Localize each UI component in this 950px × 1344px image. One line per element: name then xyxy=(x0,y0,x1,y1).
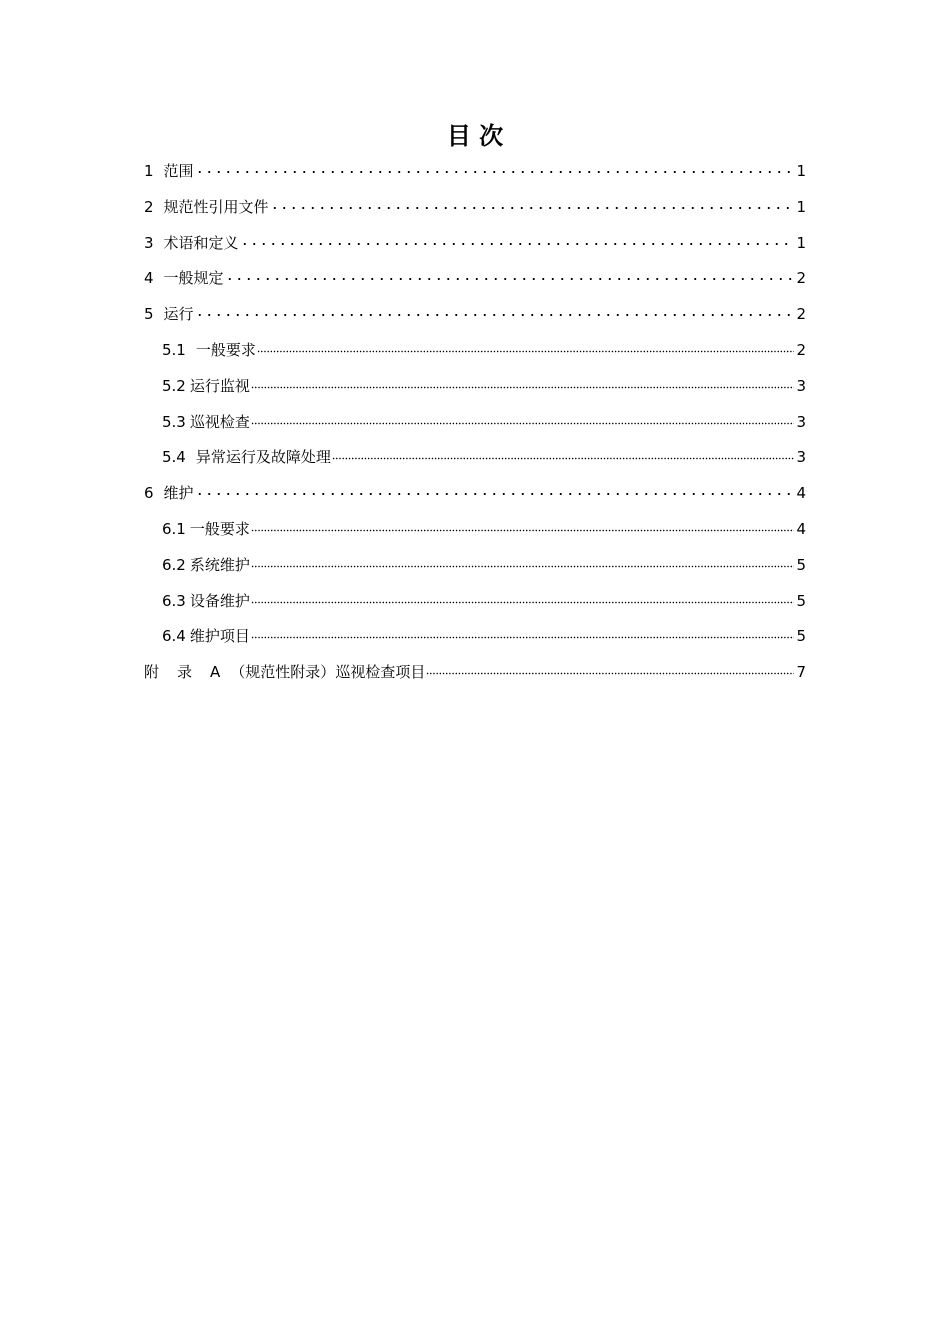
toc-entry-number: 5.4 xyxy=(162,448,186,467)
toc-entry-text: 一般规定 xyxy=(163,269,224,288)
dot-leader xyxy=(195,161,795,176)
appendix-letter: A xyxy=(210,663,221,682)
toc-entry-page: 2 xyxy=(796,269,806,288)
toc-entry-label xyxy=(162,619,250,655)
toc-entry-label xyxy=(144,297,194,333)
dot-leader xyxy=(195,483,795,498)
toc-entry-label xyxy=(144,226,239,262)
toc-entry-text: 维护项目 xyxy=(189,627,250,646)
toc-entry-appendix-a[interactable] xyxy=(144,655,806,691)
dot-leader xyxy=(257,340,795,355)
toc-entry-6-2[interactable] xyxy=(144,548,806,584)
toc-entry-page: 5 xyxy=(796,555,806,574)
toc-entry-label xyxy=(162,405,250,441)
toc-entry-label xyxy=(162,584,250,620)
toc-entry-4[interactable] xyxy=(144,261,806,297)
dot-leader xyxy=(426,662,794,677)
dot-leader xyxy=(251,555,795,570)
toc-entry-number: 5.1 xyxy=(162,340,186,359)
appendix-note: （规范性附录） xyxy=(230,663,336,682)
toc-entry-label xyxy=(162,333,256,369)
toc-entry-6-4[interactable] xyxy=(144,619,806,655)
toc-entry-number: 5 xyxy=(144,305,154,324)
toc-entry-page: 2 xyxy=(796,340,806,359)
toc-entry-page: 3 xyxy=(796,376,806,395)
toc-entry-page: 1 xyxy=(796,233,806,252)
toc-entry-label xyxy=(144,476,194,512)
dot-leader xyxy=(195,304,795,319)
toc-entry-text: 系统维护 xyxy=(189,555,250,574)
toc-entry-text: 维护 xyxy=(163,484,194,503)
toc-entry-number: 6.1 xyxy=(162,519,186,538)
toc-entry-text: 设备维护 xyxy=(189,591,250,610)
toc-entry-5[interactable] xyxy=(144,297,806,333)
table-of-contents xyxy=(144,154,806,691)
toc-entry-text: 异常运行及故障处理 xyxy=(195,448,331,467)
toc-entry-number: 3 xyxy=(144,233,154,252)
toc-entry-text: 规范性引用文件 xyxy=(163,197,269,216)
toc-entry-number: 5.2 xyxy=(162,376,186,395)
appendix-word-1: 附 xyxy=(144,663,160,682)
toc-entry-label xyxy=(144,190,269,226)
toc-entry-number: 6 xyxy=(144,484,154,503)
toc-entry-number: 5.3 xyxy=(162,412,186,431)
toc-entry-page: 1 xyxy=(796,162,806,180)
toc-entry-text: 术语和定义 xyxy=(163,233,239,252)
toc-entry-page: 7 xyxy=(796,663,806,682)
appendix-title: 巡视检查项目 xyxy=(335,663,426,682)
toc-entry-text: 运行 xyxy=(163,305,194,324)
toc-entry-number: 6.3 xyxy=(162,591,186,610)
toc-entry-label xyxy=(162,548,250,584)
toc-entry-page: 3 xyxy=(796,448,806,467)
toc-entry-1[interactable] xyxy=(144,154,806,190)
dot-leader xyxy=(251,519,795,534)
toc-entry-page: 4 xyxy=(796,519,806,538)
toc-entry-5-1[interactable] xyxy=(144,333,806,369)
toc-entry-label xyxy=(144,154,194,190)
toc-entry-page: 5 xyxy=(796,591,806,610)
toc-entry-page: 4 xyxy=(796,484,806,503)
toc-entry-5-2[interactable] xyxy=(144,369,806,405)
dot-leader xyxy=(225,268,795,283)
toc-entry-text: 一般要求 xyxy=(189,519,250,538)
toc-entry-label xyxy=(162,512,250,548)
toc-entry-label xyxy=(144,261,224,297)
toc-entry-page: 2 xyxy=(796,305,806,324)
toc-entry-number: 2 xyxy=(144,197,154,216)
toc-entry-label xyxy=(162,369,250,405)
dot-leader xyxy=(251,626,795,641)
toc-entry-page: 5 xyxy=(796,627,806,646)
dot-leader xyxy=(251,376,795,391)
toc-title: 目 次 xyxy=(446,122,504,150)
appendix-word-2: 录 xyxy=(177,663,193,682)
toc-entry-page: 3 xyxy=(796,412,806,431)
dot-leader xyxy=(251,591,795,606)
toc-entry-number: 1 xyxy=(144,162,154,180)
toc-entry-number: 6.4 xyxy=(162,627,186,646)
toc-entry-text: 巡视检查 xyxy=(189,412,250,431)
dot-leader xyxy=(251,412,795,427)
toc-entry-2[interactable] xyxy=(144,190,806,226)
toc-entry-page: 1 xyxy=(796,197,806,216)
toc-entry-6-1[interactable] xyxy=(144,512,806,548)
toc-entry-number: 4 xyxy=(144,269,154,288)
toc-entry-text: 一般要求 xyxy=(195,340,256,359)
toc-entry-3[interactable] xyxy=(144,226,806,262)
toc-entry-5-4[interactable] xyxy=(144,440,806,476)
toc-entry-text: 运行监视 xyxy=(189,376,250,395)
toc-entry-label xyxy=(162,440,331,476)
dot-leader xyxy=(270,197,795,212)
toc-entry-5-3[interactable] xyxy=(144,405,806,441)
toc-entry-6[interactable] xyxy=(144,476,806,512)
toc-entry-6-3[interactable] xyxy=(144,584,806,620)
toc-entry-text: 范围 xyxy=(163,162,194,180)
dot-leader xyxy=(332,447,795,462)
dot-leader xyxy=(240,233,795,248)
toc-entry-label xyxy=(144,655,425,691)
toc-entry-number: 6.2 xyxy=(162,555,186,574)
